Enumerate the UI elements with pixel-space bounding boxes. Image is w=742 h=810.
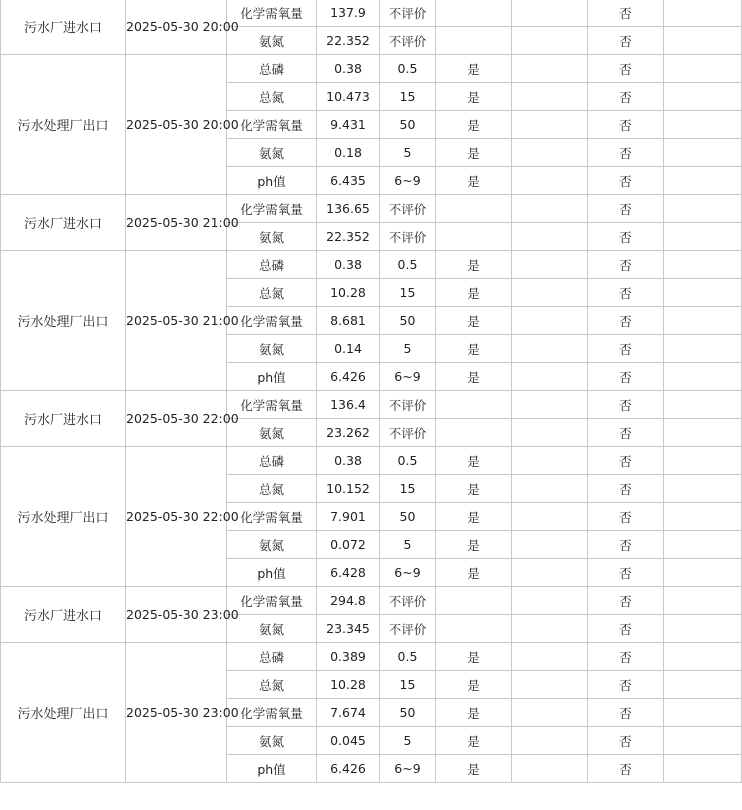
pollutant-cell: 总磷 (227, 447, 317, 475)
pollutant-cell: 化学需氧量 (227, 699, 317, 727)
empty-cell (512, 167, 588, 195)
standard-cell: 不评价 (380, 419, 436, 447)
empty-cell (512, 615, 588, 643)
pollutant-cell: 化学需氧量 (227, 0, 317, 27)
exceeded-cell: 否 (588, 699, 664, 727)
empty-cell (664, 251, 742, 279)
site-name-cell: 污水处理厂出口 (1, 55, 126, 195)
site-name-cell: 污水厂进水口 (1, 0, 126, 55)
empty-cell (664, 559, 742, 587)
site-name-cell: 污水厂进水口 (1, 391, 126, 447)
empty-cell (664, 727, 742, 755)
empty-cell (664, 587, 742, 615)
compliant-cell: 是 (436, 111, 512, 139)
exceeded-cell: 否 (588, 503, 664, 531)
compliant-cell (436, 27, 512, 55)
standard-cell: 不评价 (380, 391, 436, 419)
exceeded-cell: 否 (588, 447, 664, 475)
value-cell: 23.262 (317, 419, 380, 447)
compliant-cell: 是 (436, 335, 512, 363)
value-cell: 10.28 (317, 671, 380, 699)
compliant-cell: 是 (436, 447, 512, 475)
compliant-cell (436, 587, 512, 615)
standard-cell: 6~9 (380, 167, 436, 195)
pollutant-cell: 化学需氧量 (227, 503, 317, 531)
empty-cell (512, 195, 588, 223)
standard-cell: 15 (380, 279, 436, 307)
empty-cell (664, 475, 742, 503)
table-row (1, 195, 742, 223)
pollutant-cell: 总氮 (227, 83, 317, 111)
empty-cell (664, 111, 742, 139)
empty-cell (512, 335, 588, 363)
exceeded-cell: 否 (588, 55, 664, 83)
standard-cell: 50 (380, 503, 436, 531)
pollutant-cell: 氨氮 (227, 223, 317, 251)
pollutant-cell: 化学需氧量 (227, 587, 317, 615)
compliant-cell (436, 391, 512, 419)
monitor-time-cell: 2025-05-30 20:00 (126, 0, 227, 55)
empty-cell (512, 27, 588, 55)
empty-cell (664, 363, 742, 391)
value-cell: 6.435 (317, 167, 380, 195)
standard-cell: 5 (380, 531, 436, 559)
monitor-time-cell: 2025-05-30 21:00 (126, 251, 227, 391)
compliant-cell: 是 (436, 251, 512, 279)
empty-cell (664, 279, 742, 307)
pollutant-cell: 氨氮 (227, 615, 317, 643)
standard-cell: 0.5 (380, 447, 436, 475)
exceeded-cell: 否 (588, 111, 664, 139)
exceeded-cell: 否 (588, 307, 664, 335)
compliant-cell: 是 (436, 363, 512, 391)
empty-cell (664, 531, 742, 559)
pollutant-cell: 总磷 (227, 643, 317, 671)
value-cell: 22.352 (317, 223, 380, 251)
standard-cell: 5 (380, 727, 436, 755)
table-row (1, 643, 742, 671)
value-cell: 10.28 (317, 279, 380, 307)
exceeded-cell: 否 (588, 83, 664, 111)
exceeded-cell: 否 (588, 727, 664, 755)
empty-cell (664, 391, 742, 419)
empty-cell (664, 335, 742, 363)
exceeded-cell: 否 (588, 643, 664, 671)
empty-cell (512, 671, 588, 699)
compliant-cell: 是 (436, 531, 512, 559)
empty-cell (512, 559, 588, 587)
standard-cell: 15 (380, 83, 436, 111)
value-cell: 0.14 (317, 335, 380, 363)
value-cell: 10.473 (317, 83, 380, 111)
pollutant-cell: 化学需氧量 (227, 195, 317, 223)
exceeded-cell: 否 (588, 391, 664, 419)
empty-cell (512, 503, 588, 531)
exceeded-cell: 否 (588, 27, 664, 55)
empty-cell (664, 167, 742, 195)
standard-cell: 50 (380, 111, 436, 139)
standard-cell: 5 (380, 335, 436, 363)
compliant-cell (436, 419, 512, 447)
value-cell: 0.18 (317, 139, 380, 167)
standard-cell: 0.5 (380, 251, 436, 279)
monitor-time-cell: 2025-05-30 22:00 (126, 391, 227, 447)
empty-cell (512, 279, 588, 307)
empty-cell (664, 83, 742, 111)
empty-cell (512, 83, 588, 111)
empty-cell (512, 699, 588, 727)
exceeded-cell: 否 (588, 167, 664, 195)
compliant-cell: 是 (436, 167, 512, 195)
standard-cell: 不评价 (380, 27, 436, 55)
site-name-cell: 污水处理厂出口 (1, 447, 126, 587)
pollutant-cell: 总氮 (227, 671, 317, 699)
pollutant-cell: 总磷 (227, 251, 317, 279)
empty-cell (512, 419, 588, 447)
empty-cell (664, 55, 742, 83)
compliant-cell: 是 (436, 559, 512, 587)
empty-cell (664, 307, 742, 335)
pollutant-cell: 氨氮 (227, 335, 317, 363)
empty-cell (512, 139, 588, 167)
pollutant-cell: 总氮 (227, 279, 317, 307)
empty-cell (512, 55, 588, 83)
compliant-cell (436, 223, 512, 251)
empty-cell (512, 755, 588, 783)
value-cell: 7.674 (317, 699, 380, 727)
standard-cell: 15 (380, 671, 436, 699)
empty-cell (664, 27, 742, 55)
standard-cell: 不评价 (380, 195, 436, 223)
pollutant-cell: ph值 (227, 167, 317, 195)
value-cell: 0.38 (317, 251, 380, 279)
empty-cell (512, 587, 588, 615)
empty-cell (664, 447, 742, 475)
pollutant-cell: 氨氮 (227, 531, 317, 559)
exceeded-cell: 否 (588, 671, 664, 699)
value-cell: 9.431 (317, 111, 380, 139)
site-name-cell: 污水厂进水口 (1, 587, 126, 643)
value-cell: 6.426 (317, 755, 380, 783)
table-row (1, 447, 742, 475)
value-cell: 23.345 (317, 615, 380, 643)
empty-cell (512, 447, 588, 475)
exceeded-cell: 否 (588, 755, 664, 783)
compliant-cell: 是 (436, 139, 512, 167)
empty-cell (664, 755, 742, 783)
standard-cell: 0.5 (380, 55, 436, 83)
table-row (1, 0, 742, 27)
pollutant-cell: 总磷 (227, 55, 317, 83)
compliant-cell: 是 (436, 643, 512, 671)
empty-cell (512, 363, 588, 391)
compliant-cell (436, 615, 512, 643)
value-cell: 0.389 (317, 643, 380, 671)
empty-cell (664, 139, 742, 167)
empty-cell (512, 251, 588, 279)
empty-cell (512, 727, 588, 755)
compliant-cell: 是 (436, 727, 512, 755)
standard-cell: 15 (380, 475, 436, 503)
standard-cell: 不评价 (380, 223, 436, 251)
site-name-cell: 污水处理厂出口 (1, 643, 126, 783)
pollutant-cell: ph值 (227, 755, 317, 783)
empty-cell (512, 531, 588, 559)
standard-cell: 0.5 (380, 643, 436, 671)
compliant-cell: 是 (436, 671, 512, 699)
exceeded-cell: 否 (588, 335, 664, 363)
exceeded-cell: 否 (588, 139, 664, 167)
table-row (1, 587, 742, 615)
monitor-time-cell: 2025-05-30 20:00 (126, 55, 227, 195)
table-body (1, 0, 742, 783)
compliant-cell: 是 (436, 755, 512, 783)
value-cell: 0.38 (317, 447, 380, 475)
site-name-cell: 污水厂进水口 (1, 195, 126, 251)
value-cell: 137.9 (317, 0, 380, 27)
exceeded-cell: 否 (588, 279, 664, 307)
compliant-cell: 是 (436, 503, 512, 531)
pollutant-cell: ph值 (227, 363, 317, 391)
standard-cell: 50 (380, 699, 436, 727)
standard-cell: 不评价 (380, 0, 436, 27)
empty-cell (664, 419, 742, 447)
compliant-cell: 是 (436, 83, 512, 111)
standard-cell: 不评价 (380, 587, 436, 615)
monitor-time-cell: 2025-05-30 22:00 (126, 447, 227, 587)
standard-cell: 5 (380, 139, 436, 167)
empty-cell (512, 111, 588, 139)
monitor-time-cell: 2025-05-30 21:00 (126, 195, 227, 251)
value-cell: 10.152 (317, 475, 380, 503)
exceeded-cell: 否 (588, 0, 664, 27)
monitor-time-cell: 2025-05-30 23:00 (126, 643, 227, 783)
pollutant-cell: ph值 (227, 559, 317, 587)
empty-cell (512, 307, 588, 335)
value-cell: 22.352 (317, 27, 380, 55)
empty-cell (512, 643, 588, 671)
pollutant-cell: 化学需氧量 (227, 307, 317, 335)
value-cell: 0.072 (317, 531, 380, 559)
compliant-cell: 是 (436, 55, 512, 83)
exceeded-cell: 否 (588, 587, 664, 615)
pollutant-cell: 氨氮 (227, 139, 317, 167)
value-cell: 8.681 (317, 307, 380, 335)
value-cell: 0.045 (317, 727, 380, 755)
value-cell: 136.4 (317, 391, 380, 419)
pollutant-cell: 总氮 (227, 475, 317, 503)
value-cell: 0.38 (317, 55, 380, 83)
empty-cell (664, 615, 742, 643)
table-row (1, 55, 742, 83)
site-name-cell: 污水处理厂出口 (1, 251, 126, 391)
pollutant-cell: 氨氮 (227, 27, 317, 55)
pollutant-cell: 化学需氧量 (227, 391, 317, 419)
empty-cell (664, 223, 742, 251)
exceeded-cell: 否 (588, 195, 664, 223)
empty-cell (664, 699, 742, 727)
standard-cell: 不评价 (380, 615, 436, 643)
table-row (1, 251, 742, 279)
standard-cell: 6~9 (380, 363, 436, 391)
empty-cell (664, 195, 742, 223)
value-cell: 294.8 (317, 587, 380, 615)
standard-cell: 6~9 (380, 559, 436, 587)
value-cell: 6.428 (317, 559, 380, 587)
compliant-cell (436, 195, 512, 223)
exceeded-cell: 否 (588, 363, 664, 391)
exceeded-cell: 否 (588, 251, 664, 279)
empty-cell (512, 475, 588, 503)
table-row (1, 391, 742, 419)
pollutant-cell: 化学需氧量 (227, 111, 317, 139)
value-cell: 6.426 (317, 363, 380, 391)
pollutant-cell: 氨氮 (227, 419, 317, 447)
monitor-time-cell: 2025-05-30 23:00 (126, 587, 227, 643)
empty-cell (664, 0, 742, 27)
empty-cell (664, 643, 742, 671)
exceeded-cell: 否 (588, 475, 664, 503)
compliant-cell: 是 (436, 699, 512, 727)
exceeded-cell: 否 (588, 615, 664, 643)
exceeded-cell: 否 (588, 419, 664, 447)
value-cell: 136.65 (317, 195, 380, 223)
empty-cell (664, 503, 742, 531)
exceeded-cell: 否 (588, 223, 664, 251)
compliant-cell (436, 0, 512, 27)
compliant-cell: 是 (436, 475, 512, 503)
empty-cell (664, 671, 742, 699)
compliant-cell: 是 (436, 279, 512, 307)
standard-cell: 6~9 (380, 755, 436, 783)
empty-cell (512, 0, 588, 27)
empty-cell (512, 223, 588, 251)
compliant-cell: 是 (436, 307, 512, 335)
empty-cell (512, 391, 588, 419)
pollutant-cell: 氨氮 (227, 727, 317, 755)
exceeded-cell: 否 (588, 559, 664, 587)
value-cell: 7.901 (317, 503, 380, 531)
standard-cell: 50 (380, 307, 436, 335)
exceeded-cell: 否 (588, 531, 664, 559)
